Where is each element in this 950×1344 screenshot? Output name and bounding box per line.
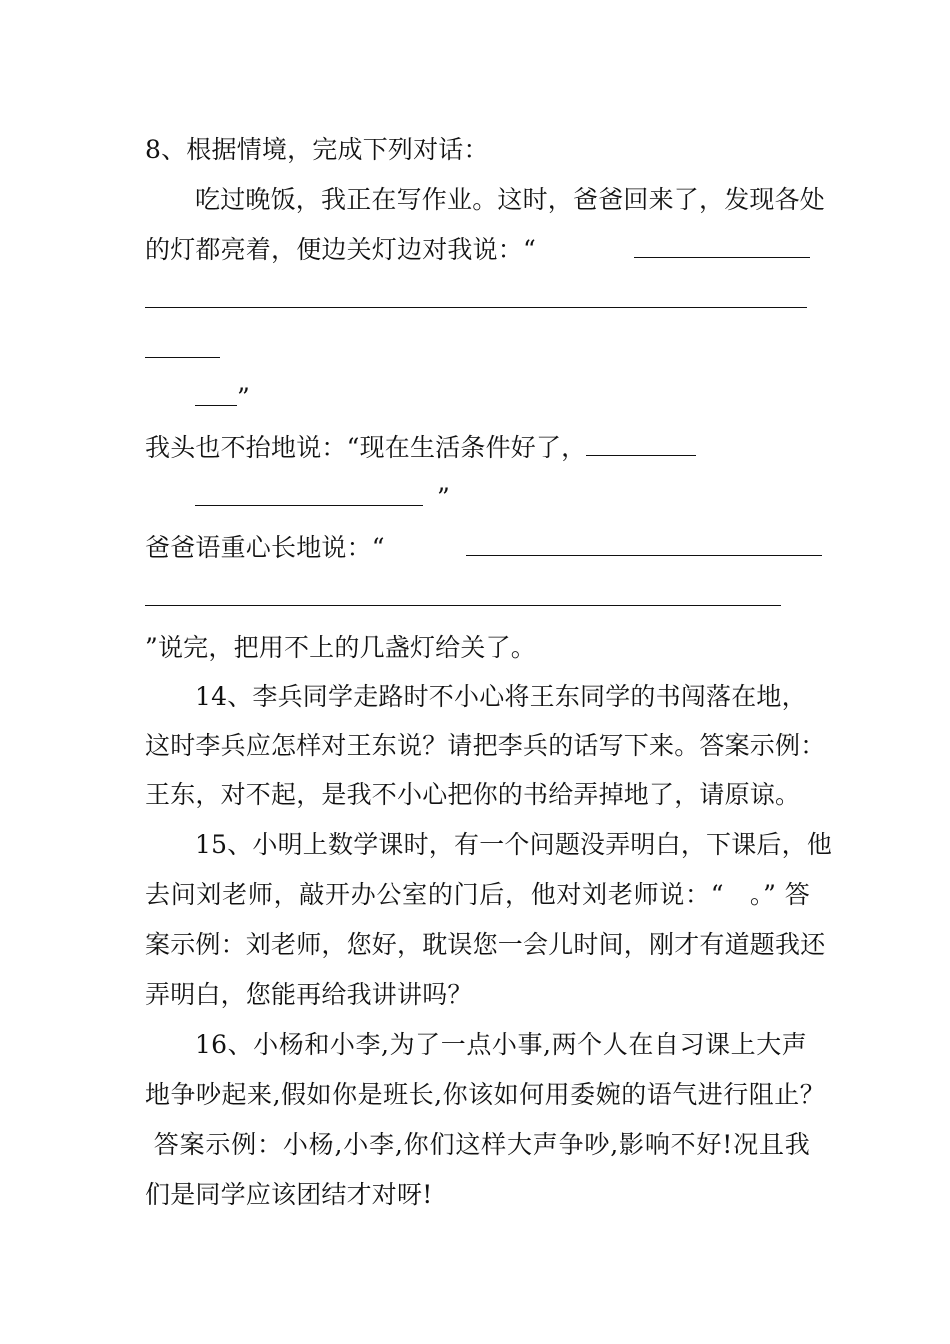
q15-line-d: 弄明白，您能再给我讲讲吗？ xyxy=(145,980,473,1009)
q8-close-quote-2: ” xyxy=(437,483,450,512)
q15-line-c: 案示例：刘老师，您好，耽误您一会儿时间，刚才有道题我还 xyxy=(145,930,826,959)
q8-blank-1a[interactable] xyxy=(634,235,810,265)
q15-line-b: 去问刘老师，敲开办公室的门后，他对刘老师说：“ 。” 答 xyxy=(145,880,810,909)
q8-title: 8、根据情境，完成下列对话： xyxy=(145,135,489,164)
q8-blank-1b[interactable] xyxy=(145,285,807,315)
q8-blank-2b[interactable] xyxy=(195,483,450,513)
q8-blank-1d[interactable] xyxy=(195,383,250,413)
q8-blank-1c[interactable] xyxy=(145,335,220,365)
q16-line-b: 地争吵起来,假如你是班长,你该如何用委婉的语气进行阻止？ xyxy=(145,1080,825,1109)
q14-line-c: 王东，对不起，是我不小心把你的书给弄掉地了，请原谅。 xyxy=(145,780,801,809)
q16-line-d: 们是同学应该团结才对呀! xyxy=(145,1180,433,1209)
q16-line-c: 答案示例：小杨,小李,你们这样大声争吵,影响不好!况且我 xyxy=(145,1130,810,1159)
q15-line-a: 15、小明上数学课时，有一个问题没弄明白，下课后，他 xyxy=(195,830,833,859)
q8-paragraph-1b-text: 的灯都亮着，便边关灯边对我说：“ xyxy=(145,235,536,264)
q8-paragraph-2-text: 我头也不抬地说：“现在生活条件好了， xyxy=(145,433,587,462)
q8-blank-3b[interactable] xyxy=(145,583,781,613)
q8-paragraph-2 xyxy=(145,433,696,463)
q8-blank-3a[interactable] xyxy=(466,533,822,563)
q16-line-a: 16、小杨和小李,为了一点小事,两个人在自习课上大声 xyxy=(195,1030,807,1059)
q8-blank-2a[interactable] xyxy=(586,433,696,456)
q8-paragraph-1a: 吃过晚饭，我正在写作业。这时，爸爸回来了，发现各处 xyxy=(195,185,826,214)
q8-close-quote-1: ” xyxy=(237,383,250,412)
q8-paragraph-3 xyxy=(145,533,385,563)
q8-paragraph-1b xyxy=(145,235,536,265)
q8-paragraph-3-text: 爸爸语重心长地说：“ xyxy=(145,533,385,562)
q14-line-b: 这时李兵应怎样对王东说？请把李兵的话写下来。答案示例： xyxy=(145,731,826,760)
q14-line-a: 14、李兵同学走路时不小心将王东同学的书闯落在地， xyxy=(195,682,807,711)
q8-paragraph-3-end: ”说完，把用不上的几盏灯给关了。 xyxy=(145,633,536,662)
